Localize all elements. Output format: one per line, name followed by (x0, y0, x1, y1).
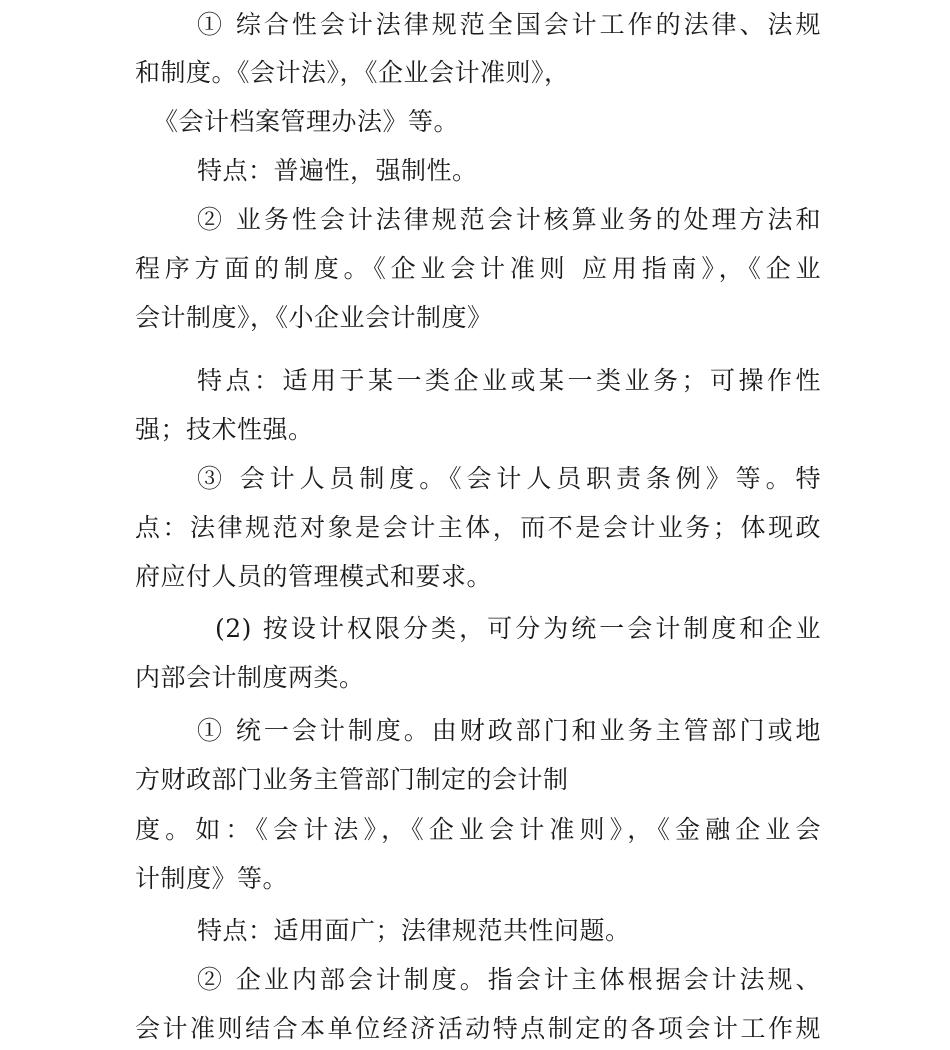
text-line: 会计制度》，《小企业会计制度》 (135, 303, 493, 332)
text-line: 内部会计制度两类。 (135, 663, 365, 692)
text-line: 特点：适用于某一类企业或某一类业务；可操作性 (197, 366, 821, 395)
text-line: 和制度。《会计法》，《企业会计准则》， (135, 58, 570, 87)
text-line: 点：法律规范对象是会计主体，而不是会计业务；体现政 (135, 513, 821, 542)
text-line: 计制度》等。 (135, 864, 289, 893)
text-line: 方财政部门业务主管部门制定的会计制 (135, 765, 569, 794)
text-line: 强；技术性强。 (135, 415, 314, 444)
text-line: 会计准则结合本单位经济活动特点制定的各项会计工作规 (135, 1014, 821, 1043)
text-line: ① 综合性会计法律规范全国会计工作的法律、法规 (197, 10, 821, 39)
text-line: 特点：适用面广；法律规范共性问题。 (197, 916, 631, 945)
text-line: 度。如：《会计法》，《企业会计准则》，《金融企业会 (135, 815, 821, 844)
section-heading: (2) 按设计权限分类，可分为统一会计制度和企业 (215, 614, 821, 643)
text-line: ① 统一会计制度。由财政部门和业务主管部门或地 (197, 716, 821, 745)
text-line: ② 业务性会计法律规范会计核算业务的处理方法和 (197, 205, 821, 234)
text-line: 特点：普遍性，强制性。 (197, 156, 478, 185)
text-line: 府应付人员的管理模式和要求。 (135, 562, 493, 591)
text-line: ② 企业内部会计制度。指会计主体根据会计法规、 (197, 965, 821, 994)
text-line: 《会计档案管理办法》等。 (153, 107, 460, 136)
text-line: ③ 会计人员制度。《会计人员职责条例》等。特 (197, 464, 821, 493)
text-line: 程序方面的制度。《企业会计准则 应用指南》，《企业 (135, 254, 821, 283)
